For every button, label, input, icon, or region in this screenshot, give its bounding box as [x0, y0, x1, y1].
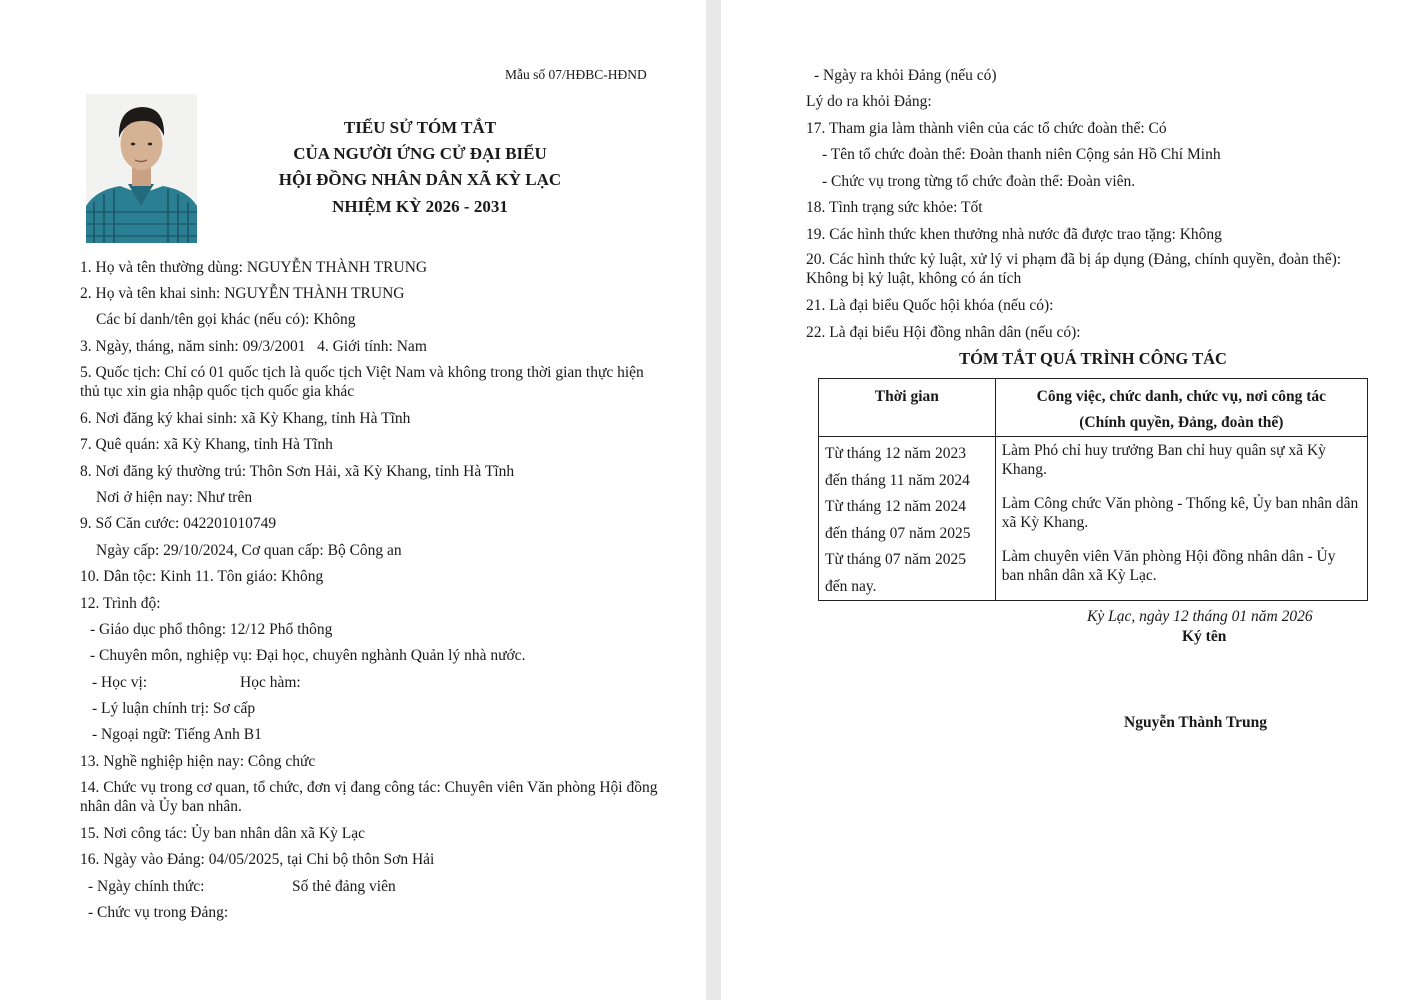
field-permanent-residence: 8. Nơi đăng ký thường trú: Thôn Sơn Hải, xã Kỳ Khang, tỉnh Hà Tĩnh: [80, 463, 515, 480]
field-party-position: - Chức vụ trong Đảng:: [88, 904, 229, 921]
field-aliases: Các bí danh/tên gọi khác (nếu có): Không: [96, 311, 356, 328]
signature-place-date: Kỳ Lạc, ngày 12 tháng 01 năm 2026: [1087, 608, 1313, 625]
field-peoples-council: 22. Là đại biểu Hội đồng nhân dân (nếu có):: [806, 324, 1081, 341]
form-number: Mẫu số 07/HĐBC-HĐND: [505, 67, 647, 82]
signature-name: Nguyễn Thành Trung: [1124, 714, 1268, 731]
document-page-left: [0, 0, 706, 1000]
field-nationality: 5. Quốc tịch: Chỉ có 01 quốc tịch là quốc tịch Việt Nam và không trong thời gian thực hiện thủ tục xin gia nhập quốc tịch quốc gia khác: [80, 364, 644, 400]
column-header-task: [995, 379, 1367, 437]
field-id-issue: Ngày cấp: 29/10/2024, Cơ quan cấp: Bộ Công an: [96, 542, 402, 559]
time-cell: [819, 437, 996, 601]
portrait-image: [86, 94, 197, 243]
field-birth-registration: 6. Nơi đăng ký khai sinh: xã Kỳ Khang, tỉnh Hà Tĩnh: [80, 410, 411, 427]
field-party-leave-date: - Ngày ra khỏi Đảng (nếu có): [814, 67, 997, 84]
task-entry: Làm Công chức Văn phòng - Thống kê, Ủy ban nhân dân xã Kỳ Khang.: [1001, 495, 1359, 531]
field-organization-name: - Tên tổ chức đoàn thể: Đoàn thanh niên Cộng sản Hồ Chí Minh: [822, 146, 1221, 163]
field-party-leave-reason: Lý do ra khỏi Đảng:: [806, 93, 932, 110]
title-line-3: HỘI ĐỒNG NHÂN DÂN XÃ KỲ LẠC: [278, 170, 562, 189]
field-political-theory: - Lý luận chính trị: Sơ cấp: [92, 700, 256, 717]
table-header-row: [819, 379, 1368, 437]
field-hometown: 7. Quê quán: xã Kỳ Khang, tỉnh Hà Tĩnh: [80, 436, 333, 453]
page-gutter: [706, 0, 721, 1000]
column-header-task-line1: Công việc, chức danh, chức vụ, nơi công tác: [1036, 388, 1327, 405]
field-party-join-date: 16. Ngày vào Đảng: 04/05/2025, tại Chi bộ thôn Sơn Hải: [80, 851, 435, 868]
field-academic-rank: Học hàm:: [240, 674, 301, 691]
time-line: đến tháng 07 năm 2025: [825, 524, 971, 542]
title-line-4: NHIỆM KỲ 2026 - 2031: [332, 197, 508, 216]
field-awards: 19. Các hình thức khen thưởng nhà nước đã được trao tặng: Không: [806, 226, 1222, 243]
field-birth-date-gender: 3. Ngày, tháng, năm sinh: 09/3/2001 4. Giới tính: Nam: [80, 338, 427, 355]
field-workplace: 15. Nơi công tác: Ủy ban nhân dân xã Kỳ Lạc: [80, 825, 365, 842]
signature-label: Ký tên: [1182, 628, 1227, 645]
field-professional: - Chuyên môn, nghiệp vụ: Đại học, chuyên nghành Quản lý nhà nước.: [90, 647, 526, 664]
field-birth-name: 2. Họ và tên khai sinh: NGUYỄN THÀNH TRUNG: [80, 285, 405, 302]
column-header-task-line2: (Chính quyền, Đảng, đoàn thể): [1079, 414, 1284, 431]
candidate-photo: [86, 94, 197, 243]
field-official-date: - Ngày chính thức:: [88, 878, 205, 895]
field-party-card: Số thẻ đảng viên: [292, 878, 396, 895]
time-line: Từ tháng 07 năm 2025: [825, 551, 966, 568]
title-line-1: TIỂU SỬ TÓM TẮT: [343, 118, 497, 137]
field-education: 12. Trình độ:: [80, 595, 161, 612]
field-degree: - Học vị:: [92, 674, 148, 691]
field-position: 14. Chức vụ trong cơ quan, tổ chức, đơn vị đang công tác: Chuyên viên Văn phòng Hội đồng nhân dân và Ủy ban nhân.: [80, 779, 658, 815]
task-entry: Làm Phó chỉ huy trưởng Ban chỉ huy quân sự xã Kỳ Khang.: [1001, 442, 1326, 478]
time-line: đến tháng 11 năm 2024: [825, 471, 970, 489]
field-ethnicity-religion: 10. Dân tộc: Kinh 11. Tôn giáo: Không: [80, 568, 324, 585]
field-organizations: 17. Tham gia làm thành viên của các tổ chức đoàn thể: Có: [806, 120, 1167, 137]
work-summary-heading: TÓM TẮT QUÁ TRÌNH CÔNG TÁC: [959, 349, 1227, 368]
field-national-assembly: 21. Là đại biểu Quốc hội khóa (nếu có):: [806, 297, 1054, 314]
field-foreign-language: - Ngoại ngữ: Tiếng Anh B1: [92, 726, 262, 743]
time-line: Từ tháng 12 năm 2024: [825, 498, 966, 515]
task-cell: [995, 437, 1367, 601]
table-row: [819, 437, 1368, 601]
title-line-2: CỦA NGƯỜI ỨNG CỬ ĐẠI BIỂU: [293, 144, 547, 163]
field-general-education: - Giáo dục phổ thông: 12/12 Phổ thông: [90, 621, 333, 638]
field-common-name: 1. Họ và tên thường dùng: NGUYỄN THÀNH TRUNG: [80, 259, 428, 276]
time-line: đến nay.: [825, 577, 877, 595]
work-history-table: [818, 378, 1368, 601]
field-occupation: 13. Nghề nghiệp hiện nay: Công chức: [80, 753, 316, 770]
field-health: 18. Tình trạng sức khỏe: Tốt: [806, 199, 983, 216]
field-organization-role: - Chức vụ trong từng tổ chức đoàn thể: Đoàn viên.: [822, 173, 1136, 190]
task-entry: Làm chuyên viên Văn phòng Hội đồng nhân dân - Ủy ban nhân dân xã Kỳ Lạc.: [1001, 548, 1336, 584]
field-current-residence: Nơi ở hiện nay: Như trên: [96, 489, 253, 506]
field-discipline: 20. Các hình thức kỷ luật, xử lý vi phạm đã bị áp dụng (Đảng, chính quyền, đoàn thể): Không bị kỷ luật, không có án tích: [806, 251, 1342, 287]
column-header-time: Thời gian: [819, 379, 996, 437]
field-id-number: 9. Số Căn cước: 042201010749: [80, 515, 277, 532]
time-line: Từ tháng 12 năm 2023: [825, 445, 966, 462]
